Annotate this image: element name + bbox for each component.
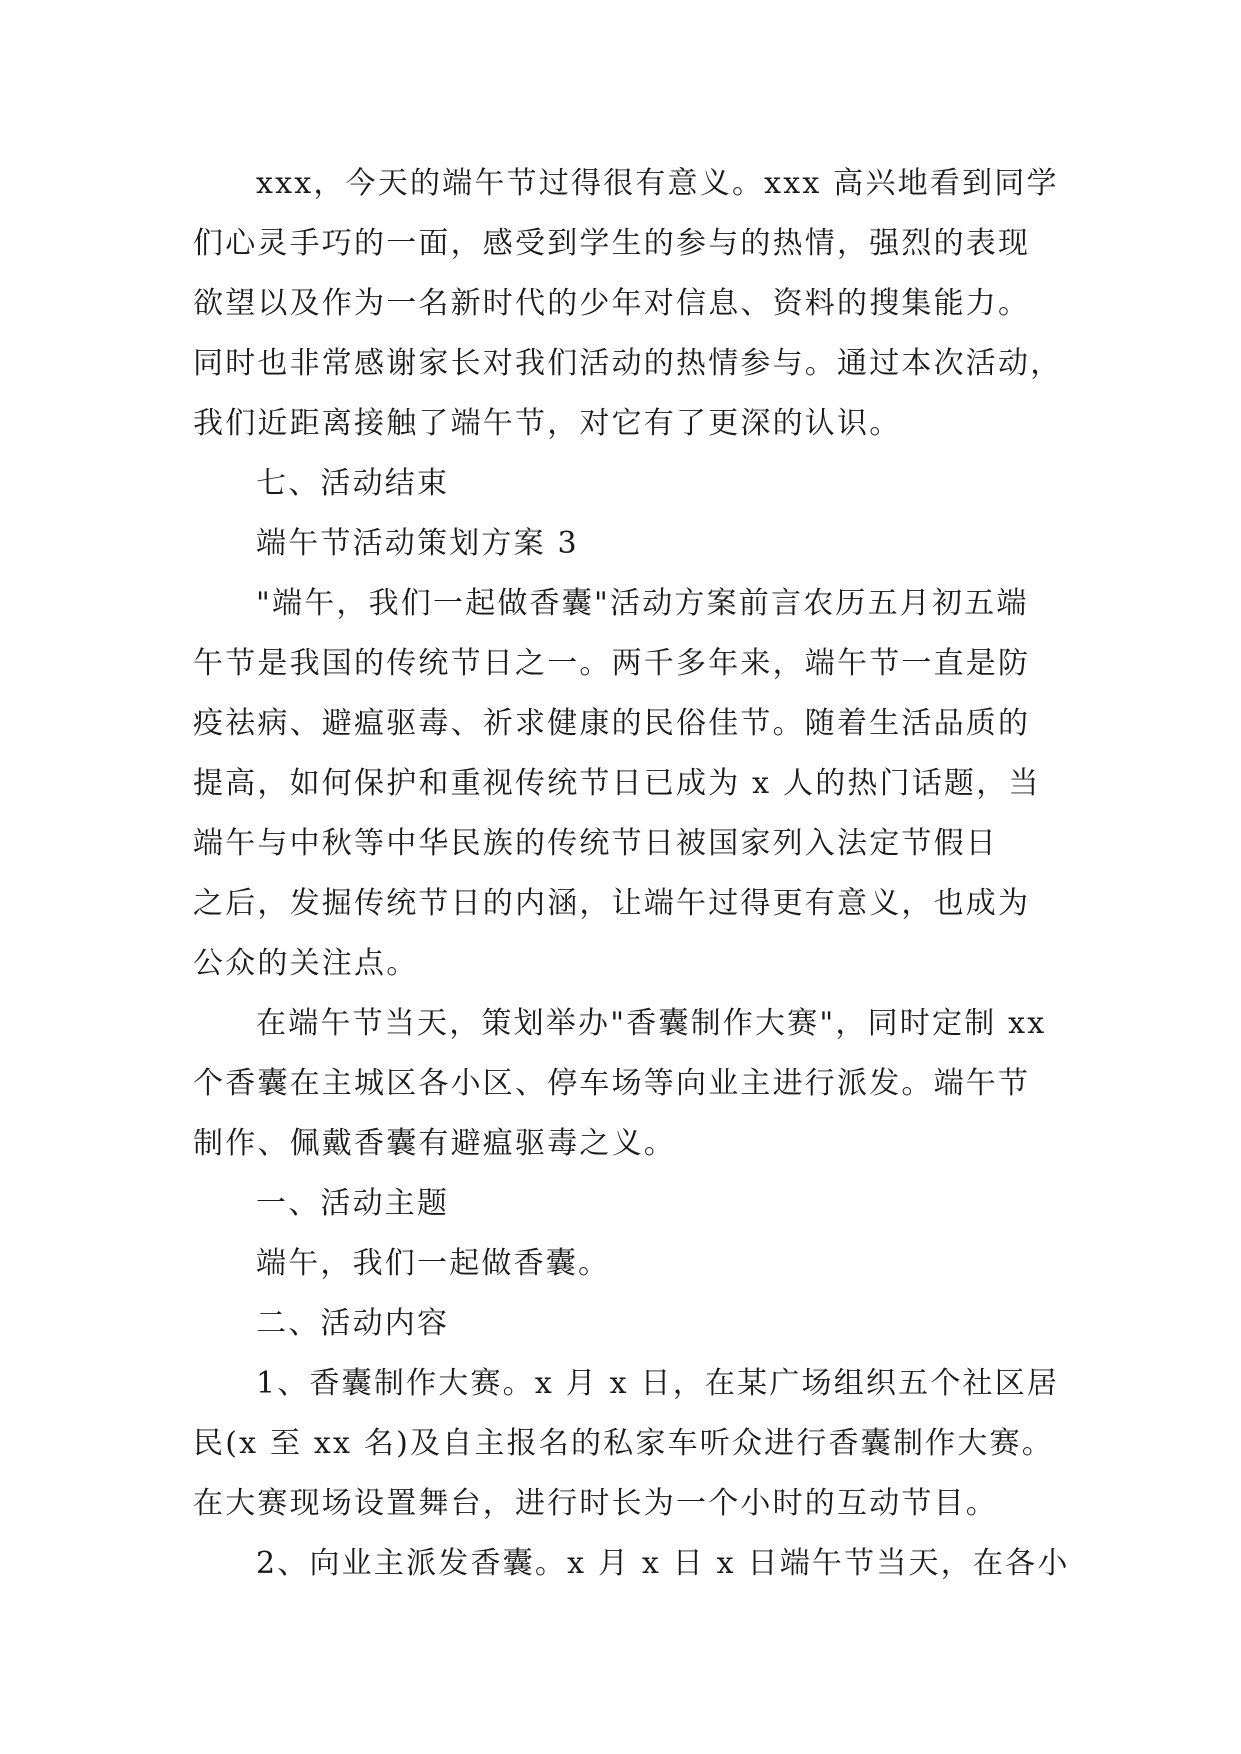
text-line: 个香囊在主城区各小区、停车场等向业主进行派发。端午节: [193, 1066, 1031, 1101]
text-line: 2、向业主派发香囊。x 月 x 日 x 日端午节当天，在各小: [256, 1546, 1070, 1581]
section-heading: 二、活动内容: [256, 1306, 450, 1341]
text-line: 1、香囊制作大赛。x 月 x 日，在某广场组织五个社区居: [256, 1366, 1060, 1401]
text-line: 在大赛现场设置舞台，进行时长为一个小时的互动节目。: [193, 1486, 998, 1521]
plan-title: 端午节活动策划方案 3: [256, 526, 579, 561]
section-heading: 七、活动结束: [256, 466, 450, 501]
text-line: 提高，如何保护和重视传统节日已成为 x 人的热门话题，当: [193, 766, 1041, 801]
text-line: 欲望以及作为一名新时代的少年对信息、资料的搜集能力。: [193, 286, 1031, 321]
text-line: "端午，我们一起做香囊"活动方案前言农历五月初五端: [256, 586, 1029, 621]
text-line: 疫祛病、避瘟驱毒、祈求健康的民俗佳节。随着生活品质的: [193, 706, 1031, 741]
text-line: 们心灵手巧的一面，感受到学生的参与的热情，强烈的表现: [193, 226, 1031, 261]
text-line: 我们近距离接触了端午节，对它有了更深的认识。: [193, 406, 902, 441]
section-heading: 一、活动主题: [256, 1186, 450, 1221]
text-line: 公众的关注点。: [193, 946, 419, 981]
text-line: 端午与中秋等中华民族的传统节日被国家列入法定节假日: [193, 826, 998, 861]
text-line: 端午，我们一起做香囊。: [256, 1246, 611, 1281]
text-line: 民(x 至 xx 名)及自主报名的私家车听众进行香囊制作大赛。: [193, 1426, 1054, 1461]
text-line: xxx，今天的端午节过得很有意义。xxx 高兴地看到同学: [256, 166, 1059, 201]
text-line: 午节是我国的传统节日之一。两千多年来，端午节一直是防: [193, 646, 1031, 681]
text-line: 同时也非常感谢家长对我们活动的热情参与。通过本次活动，: [193, 346, 1063, 381]
text-line: 在端午节当天，策划举办"香囊制作大赛"，同时定制 xx: [256, 1006, 1047, 1041]
text-line: 制作、佩戴香囊有避瘟驱毒之义。: [193, 1126, 676, 1161]
text-line: 之后，发掘传统节日的内涵，让端午过得更有意义，也成为: [193, 886, 1031, 921]
